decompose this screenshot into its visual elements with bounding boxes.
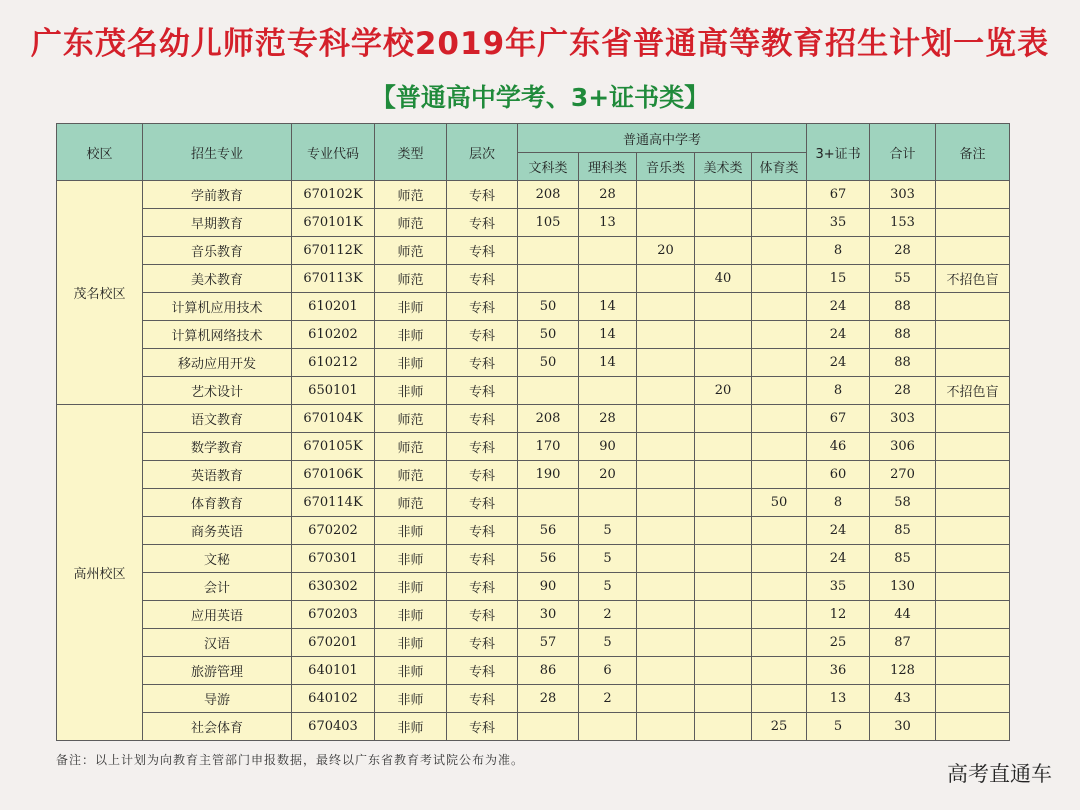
- cell-ti: [752, 573, 807, 601]
- header-major: 招生专业: [143, 124, 292, 181]
- header-sub-mei: 美术类: [695, 153, 752, 181]
- cell-mei: [695, 349, 752, 377]
- cell-li: [579, 713, 637, 741]
- cell-level: 专科: [447, 545, 518, 573]
- campus-cell: 高州校区: [57, 405, 143, 741]
- footnote: 备注：以上计划为向教育主管部门申报数据，最终以广东省教育考试院公布为准。: [56, 753, 525, 767]
- cell-yin: [637, 433, 695, 461]
- cell-major: 数学教育: [143, 433, 292, 461]
- cell-li: [579, 265, 637, 293]
- cell-level: 专科: [447, 489, 518, 517]
- cell-ti: [752, 545, 807, 573]
- cell-total: 88: [870, 321, 936, 349]
- page-title: 广东茂名幼儿师范专科学校2019年广东省普通高等教育招生计划一览表: [30, 26, 1050, 62]
- cell-level: 专科: [447, 377, 518, 405]
- table-row: [57, 433, 1010, 461]
- cell-code: 670201: [292, 629, 375, 657]
- cell-ti: [752, 685, 807, 713]
- page-subtitle: 【普通高中学考、3+证书类】: [370, 83, 710, 112]
- cell-ti: 25: [752, 713, 807, 741]
- cell-cert: 35: [807, 209, 870, 237]
- cell-level: 专科: [447, 629, 518, 657]
- header-level: 层次: [447, 124, 518, 181]
- cell-type: 非师: [375, 349, 447, 377]
- cell-mei: [695, 405, 752, 433]
- cell-type: 师范: [375, 237, 447, 265]
- cell-remark: [936, 713, 1010, 741]
- header-group: 普通高中学考: [518, 124, 807, 153]
- cell-li: [579, 237, 637, 265]
- cell-major: 体育教育: [143, 489, 292, 517]
- cell-type: 非师: [375, 377, 447, 405]
- cell-code: 670301: [292, 545, 375, 573]
- cell-major: 旅游管理: [143, 657, 292, 685]
- cell-ti: [752, 657, 807, 685]
- cell-li: 20: [579, 461, 637, 489]
- cell-li: 5: [579, 573, 637, 601]
- cell-cert: 12: [807, 601, 870, 629]
- header-total: 合计: [870, 124, 936, 181]
- cell-total: 58: [870, 489, 936, 517]
- cell-ti: [752, 237, 807, 265]
- cell-level: 专科: [447, 517, 518, 545]
- cell-level: 专科: [447, 405, 518, 433]
- cell-ti: [752, 405, 807, 433]
- cell-code: 610212: [292, 349, 375, 377]
- cell-level: 专科: [447, 293, 518, 321]
- cell-ti: [752, 293, 807, 321]
- table-row: [57, 181, 1010, 209]
- cell-remark: [936, 237, 1010, 265]
- cell-type: 非师: [375, 713, 447, 741]
- header-type: 类型: [375, 124, 447, 181]
- cell-total: 87: [870, 629, 936, 657]
- cell-code: 670102K: [292, 181, 375, 209]
- cell-ti: [752, 461, 807, 489]
- cell-mei: [695, 489, 752, 517]
- cell-code: 650101: [292, 377, 375, 405]
- cell-total: 130: [870, 573, 936, 601]
- cell-wen: 208: [518, 181, 579, 209]
- table-row: [57, 293, 1010, 321]
- cell-cert: 8: [807, 377, 870, 405]
- cell-code: 670203: [292, 601, 375, 629]
- cell-mei: [695, 209, 752, 237]
- cell-level: 专科: [447, 573, 518, 601]
- cell-li: 90: [579, 433, 637, 461]
- cell-level: 专科: [447, 657, 518, 685]
- cell-yin: [637, 573, 695, 601]
- cell-wen: 50: [518, 349, 579, 377]
- cell-wen: 105: [518, 209, 579, 237]
- cell-total: 43: [870, 685, 936, 713]
- cell-remark: [936, 489, 1010, 517]
- cell-cert: 60: [807, 461, 870, 489]
- cell-code: 630302: [292, 573, 375, 601]
- cell-major: 导游: [143, 685, 292, 713]
- cell-major: 音乐教育: [143, 237, 292, 265]
- cell-yin: [637, 377, 695, 405]
- cell-level: 专科: [447, 713, 518, 741]
- cell-wen: 86: [518, 657, 579, 685]
- cell-type: 非师: [375, 573, 447, 601]
- cell-remark: [936, 461, 1010, 489]
- cell-mei: [695, 657, 752, 685]
- cell-yin: [637, 349, 695, 377]
- cell-li: 14: [579, 321, 637, 349]
- cell-li: [579, 377, 637, 405]
- cell-wen: [518, 265, 579, 293]
- cell-li: 13: [579, 209, 637, 237]
- cell-code: 640101: [292, 657, 375, 685]
- cell-li: 5: [579, 545, 637, 573]
- cell-major: 计算机网络技术: [143, 321, 292, 349]
- cell-code: 670101K: [292, 209, 375, 237]
- cell-li: 6: [579, 657, 637, 685]
- cell-level: 专科: [447, 349, 518, 377]
- cell-total: 270: [870, 461, 936, 489]
- cell-code: 610201: [292, 293, 375, 321]
- cell-ti: 50: [752, 489, 807, 517]
- cell-major: 早期教育: [143, 209, 292, 237]
- cell-cert: 46: [807, 433, 870, 461]
- header-sub-wen: 文科类: [518, 153, 579, 181]
- cell-yin: 20: [637, 237, 695, 265]
- cell-type: 师范: [375, 265, 447, 293]
- cell-cert: 24: [807, 349, 870, 377]
- cell-remark: [936, 629, 1010, 657]
- cell-cert: 8: [807, 237, 870, 265]
- cell-code: 670112K: [292, 237, 375, 265]
- cell-wen: 56: [518, 517, 579, 545]
- cell-major: 会计: [143, 573, 292, 601]
- cell-li: [579, 489, 637, 517]
- table-row: [57, 657, 1010, 685]
- cell-cert: 13: [807, 685, 870, 713]
- cell-mei: [695, 321, 752, 349]
- table-body: [57, 181, 1010, 741]
- cell-level: 专科: [447, 265, 518, 293]
- cell-level: 专科: [447, 433, 518, 461]
- cell-wen: [518, 377, 579, 405]
- cell-ti: [752, 433, 807, 461]
- cell-total: 28: [870, 237, 936, 265]
- cell-major: 计算机应用技术: [143, 293, 292, 321]
- cell-total: 28: [870, 377, 936, 405]
- cell-remark: [936, 209, 1010, 237]
- cell-ti: [752, 377, 807, 405]
- cell-yin: [637, 517, 695, 545]
- cell-wen: 50: [518, 293, 579, 321]
- cell-mei: [695, 601, 752, 629]
- cell-cert: 35: [807, 573, 870, 601]
- table-row: [57, 265, 1010, 293]
- cell-cert: 24: [807, 517, 870, 545]
- table-row: [57, 377, 1010, 405]
- cell-code: 610202: [292, 321, 375, 349]
- cell-cert: 8: [807, 489, 870, 517]
- cell-yin: [637, 657, 695, 685]
- cell-wen: [518, 489, 579, 517]
- table-row: [57, 517, 1010, 545]
- table-row: [57, 629, 1010, 657]
- cell-remark: [936, 433, 1010, 461]
- cell-level: 专科: [447, 601, 518, 629]
- cell-type: 非师: [375, 517, 447, 545]
- cell-remark: [936, 657, 1010, 685]
- cell-type: 非师: [375, 545, 447, 573]
- table-row: [57, 349, 1010, 377]
- table-row: [57, 321, 1010, 349]
- cell-remark: [936, 321, 1010, 349]
- cell-total: 303: [870, 181, 936, 209]
- cell-level: 专科: [447, 685, 518, 713]
- cell-major: 应用英语: [143, 601, 292, 629]
- cell-li: 2: [579, 601, 637, 629]
- cell-mei: [695, 573, 752, 601]
- enrollment-table: [56, 123, 1010, 741]
- cell-mei: [695, 181, 752, 209]
- cell-major: 美术教育: [143, 265, 292, 293]
- cell-mei: [695, 713, 752, 741]
- cell-remark: [936, 685, 1010, 713]
- cell-cert: 5: [807, 713, 870, 741]
- cell-wen: 170: [518, 433, 579, 461]
- cell-ti: [752, 629, 807, 657]
- cell-total: 88: [870, 349, 936, 377]
- table-row: [57, 209, 1010, 237]
- cell-wen: [518, 237, 579, 265]
- cell-mei: [695, 545, 752, 573]
- cell-ti: [752, 349, 807, 377]
- cell-remark: 不招色盲: [936, 265, 1010, 293]
- cell-remark: 不招色盲: [936, 377, 1010, 405]
- cell-ti: [752, 517, 807, 545]
- cell-cert: 24: [807, 321, 870, 349]
- cell-type: 师范: [375, 405, 447, 433]
- cell-total: 128: [870, 657, 936, 685]
- cell-mei: 20: [695, 377, 752, 405]
- cell-yin: [637, 713, 695, 741]
- header-sub-yin: 音乐类: [637, 153, 695, 181]
- cell-type: 师范: [375, 433, 447, 461]
- cell-total: 306: [870, 433, 936, 461]
- cell-total: 85: [870, 517, 936, 545]
- cell-li: 5: [579, 629, 637, 657]
- cell-remark: [936, 181, 1010, 209]
- header-sub-ti: 体育类: [752, 153, 807, 181]
- table-row: [57, 405, 1010, 433]
- cell-mei: [695, 461, 752, 489]
- cell-yin: [637, 293, 695, 321]
- cell-total: 88: [870, 293, 936, 321]
- cell-mei: [695, 517, 752, 545]
- cell-total: 153: [870, 209, 936, 237]
- cell-wen: 208: [518, 405, 579, 433]
- cell-mei: [695, 685, 752, 713]
- cell-li: 28: [579, 181, 637, 209]
- cell-wen: 50: [518, 321, 579, 349]
- cell-major: 学前教育: [143, 181, 292, 209]
- table-row: [57, 489, 1010, 517]
- cell-yin: [637, 405, 695, 433]
- cell-type: 师范: [375, 489, 447, 517]
- cell-major: 社会体育: [143, 713, 292, 741]
- watermark: 高考直通车: [947, 762, 1052, 786]
- cell-code: 670114K: [292, 489, 375, 517]
- cell-type: 师范: [375, 461, 447, 489]
- cell-type: 非师: [375, 293, 447, 321]
- cell-mei: 40: [695, 265, 752, 293]
- cell-type: 非师: [375, 629, 447, 657]
- cell-yin: [637, 545, 695, 573]
- cell-ti: [752, 181, 807, 209]
- cell-type: 非师: [375, 685, 447, 713]
- cell-type: 非师: [375, 601, 447, 629]
- cell-mei: [695, 433, 752, 461]
- cell-major: 英语教育: [143, 461, 292, 489]
- header-cert: 3+证书: [807, 124, 870, 181]
- cell-level: 专科: [447, 461, 518, 489]
- cell-ti: [752, 209, 807, 237]
- cell-yin: [637, 461, 695, 489]
- campus-cell: 茂名校区: [57, 181, 143, 405]
- cell-yin: [637, 629, 695, 657]
- table-row: [57, 545, 1010, 573]
- cell-cert: 67: [807, 181, 870, 209]
- cell-cert: 67: [807, 405, 870, 433]
- cell-yin: [637, 601, 695, 629]
- cell-cert: 24: [807, 545, 870, 573]
- cell-cert: 25: [807, 629, 870, 657]
- cell-wen: 57: [518, 629, 579, 657]
- table-row: [57, 601, 1010, 629]
- cell-code: 670104K: [292, 405, 375, 433]
- cell-wen: 190: [518, 461, 579, 489]
- cell-li: 5: [579, 517, 637, 545]
- cell-type: 非师: [375, 657, 447, 685]
- cell-code: 640102: [292, 685, 375, 713]
- cell-cert: 24: [807, 293, 870, 321]
- table-row: [57, 461, 1010, 489]
- table-row: [57, 573, 1010, 601]
- cell-code: 670403: [292, 713, 375, 741]
- cell-remark: [936, 405, 1010, 433]
- cell-li: 28: [579, 405, 637, 433]
- cell-major: 移动应用开发: [143, 349, 292, 377]
- cell-total: 85: [870, 545, 936, 573]
- cell-remark: [936, 545, 1010, 573]
- header-code: 专业代码: [292, 124, 375, 181]
- cell-mei: [695, 629, 752, 657]
- table-row: [57, 713, 1010, 741]
- cell-total: 30: [870, 713, 936, 741]
- header-remark: 备注: [936, 124, 1010, 181]
- cell-major: 商务英语: [143, 517, 292, 545]
- cell-yin: [637, 265, 695, 293]
- table-row: [57, 685, 1010, 713]
- cell-yin: [637, 209, 695, 237]
- cell-total: 55: [870, 265, 936, 293]
- cell-yin: [637, 489, 695, 517]
- header-sub-li: 理科类: [579, 153, 637, 181]
- cell-ti: [752, 265, 807, 293]
- cell-remark: [936, 573, 1010, 601]
- cell-wen: 90: [518, 573, 579, 601]
- cell-remark: [936, 517, 1010, 545]
- cell-level: 专科: [447, 181, 518, 209]
- cell-wen: 30: [518, 601, 579, 629]
- cell-type: 师范: [375, 209, 447, 237]
- cell-code: 670106K: [292, 461, 375, 489]
- cell-type: 师范: [375, 181, 447, 209]
- cell-li: 14: [579, 349, 637, 377]
- cell-major: 艺术设计: [143, 377, 292, 405]
- cell-cert: 36: [807, 657, 870, 685]
- cell-yin: [637, 321, 695, 349]
- cell-major: 文秘: [143, 545, 292, 573]
- table-row: [57, 237, 1010, 265]
- cell-major: 语文教育: [143, 405, 292, 433]
- cell-level: 专科: [447, 321, 518, 349]
- cell-remark: [936, 349, 1010, 377]
- cell-yin: [637, 685, 695, 713]
- cell-wen: 28: [518, 685, 579, 713]
- cell-cert: 15: [807, 265, 870, 293]
- cell-type: 非师: [375, 321, 447, 349]
- cell-ti: [752, 601, 807, 629]
- header-campus: 校区: [57, 124, 143, 181]
- cell-wen: 56: [518, 545, 579, 573]
- cell-wen: [518, 713, 579, 741]
- cell-remark: [936, 293, 1010, 321]
- cell-major: 汉语: [143, 629, 292, 657]
- cell-code: 670105K: [292, 433, 375, 461]
- cell-total: 303: [870, 405, 936, 433]
- cell-ti: [752, 321, 807, 349]
- cell-remark: [936, 601, 1010, 629]
- cell-level: 专科: [447, 237, 518, 265]
- cell-level: 专科: [447, 209, 518, 237]
- cell-li: 2: [579, 685, 637, 713]
- cell-code: 670113K: [292, 265, 375, 293]
- cell-yin: [637, 181, 695, 209]
- cell-mei: [695, 293, 752, 321]
- cell-mei: [695, 237, 752, 265]
- cell-total: 44: [870, 601, 936, 629]
- cell-li: 14: [579, 293, 637, 321]
- cell-code: 670202: [292, 517, 375, 545]
